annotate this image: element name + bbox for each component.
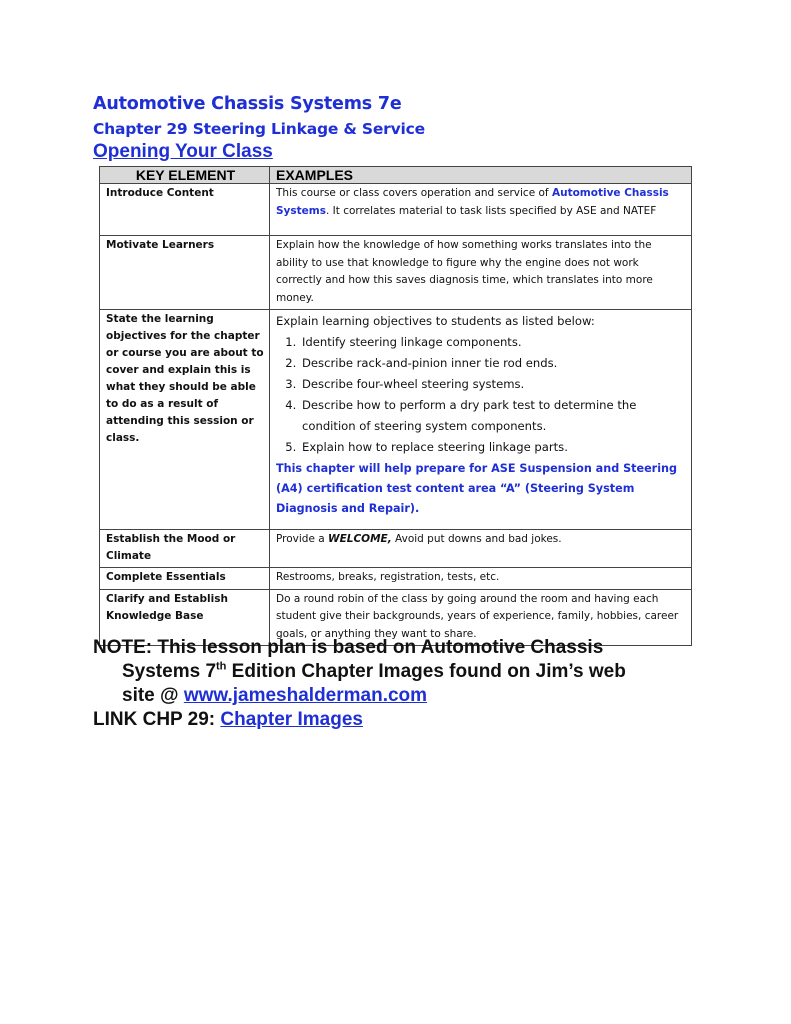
mood-text-start: Provide a bbox=[276, 533, 329, 545]
note-line-2-end: Edition Chapter Images found on Jim’s web bbox=[226, 661, 626, 682]
note-superscript: th bbox=[216, 660, 227, 673]
book-title: Automotive Chassis Systems 7e bbox=[93, 94, 402, 114]
note-line-2 bbox=[93, 660, 713, 684]
note-line-3 bbox=[93, 684, 713, 708]
note-line-1: NOTE: This lesson plan is based on Automotive Chassis bbox=[93, 637, 604, 658]
table-row bbox=[100, 568, 692, 590]
row-key-mood: Establish the Mood or Climate bbox=[100, 530, 270, 568]
chapter-link-label: LINK CHP 29: bbox=[93, 709, 221, 730]
table-row bbox=[100, 236, 692, 310]
list-item: 3. Describe four-wheel steering systems. bbox=[300, 374, 687, 395]
row-example-motivate: Explain how the knowledge of how something works translates into the ability to use that knowledge to figure why the engine does not work correctly and how this saves diagnosis time, which translates into more money. bbox=[270, 236, 692, 310]
chapter-title: Chapter 29 Steering Linkage & Service bbox=[93, 120, 425, 138]
introduce-text-start: This course or class covers operation and service of bbox=[276, 187, 552, 199]
introduce-text-end: . It correlates material to task lists specified by ASE and NATEF bbox=[326, 204, 657, 217]
table-row bbox=[100, 530, 692, 568]
lesson-plan-table bbox=[99, 166, 692, 646]
chapter-link-line bbox=[93, 708, 363, 732]
table-header-row bbox=[100, 167, 692, 184]
lesson-note bbox=[93, 636, 713, 708]
row-key-essentials: Complete Essentials bbox=[100, 568, 270, 590]
chapter-images-link[interactable]: Chapter Images bbox=[220, 709, 363, 730]
section-title: Opening Your Class bbox=[93, 141, 273, 162]
ase-prep-note: This chapter will help prepare for ASE Suspension and Steering (A4) certification test content area “A” (Steering System Diagnosis and Repair). bbox=[276, 462, 678, 515]
mood-welcome: WELCOME, bbox=[328, 533, 392, 545]
row-key-introduce: Introduce Content bbox=[100, 184, 270, 236]
mood-text-end: Avoid put downs and bad jokes. bbox=[391, 533, 562, 545]
row-example-knowledge: Do a round robin of the class by going around the room and having each student give their backgrounds, years of experience, family, hobbies, career goals, or anything they want to share. bbox=[270, 589, 692, 646]
header-examples: EXAMPLES bbox=[270, 167, 692, 184]
row-example-objectives bbox=[270, 310, 692, 530]
header-key-element: KEY ELEMENT bbox=[100, 167, 270, 184]
table-row bbox=[100, 184, 692, 236]
row-key-knowledge: Clarify and Establish Knowledge Base bbox=[100, 589, 270, 646]
objectives-intro: Explain learning objectives to students as listed below: bbox=[276, 314, 595, 328]
row-key-objectives: State the learning objectives for the chapter or course you are about to cover and explain this is what they should be able to do as a result of attending this session or class. bbox=[100, 310, 270, 530]
table-row bbox=[100, 310, 692, 530]
objectives-list bbox=[276, 332, 687, 458]
row-key-motivate: Motivate Learners bbox=[100, 236, 270, 310]
list-item: 1. Identify steering linkage components. bbox=[300, 332, 687, 353]
list-item: 5. Explain how to replace steering linkage parts. bbox=[300, 437, 687, 458]
row-example-essentials: Restrooms, breaks, registration, tests, etc. bbox=[270, 568, 692, 590]
list-item: 4. Describe how to perform a dry park test to determine the condition of steering system components. bbox=[300, 395, 687, 437]
row-example-mood bbox=[270, 530, 692, 568]
note-line-3-start: site @ bbox=[122, 685, 184, 706]
website-link[interactable]: www.jameshalderman.com bbox=[183, 685, 428, 706]
row-example-introduce bbox=[270, 184, 692, 236]
introduce-highlight: Automotive Chassis Systems bbox=[276, 187, 669, 217]
note-line-2-start: Systems 7 bbox=[122, 661, 217, 682]
list-item: 2. Describe rack-and-pinion inner tie rod ends. bbox=[300, 353, 687, 374]
